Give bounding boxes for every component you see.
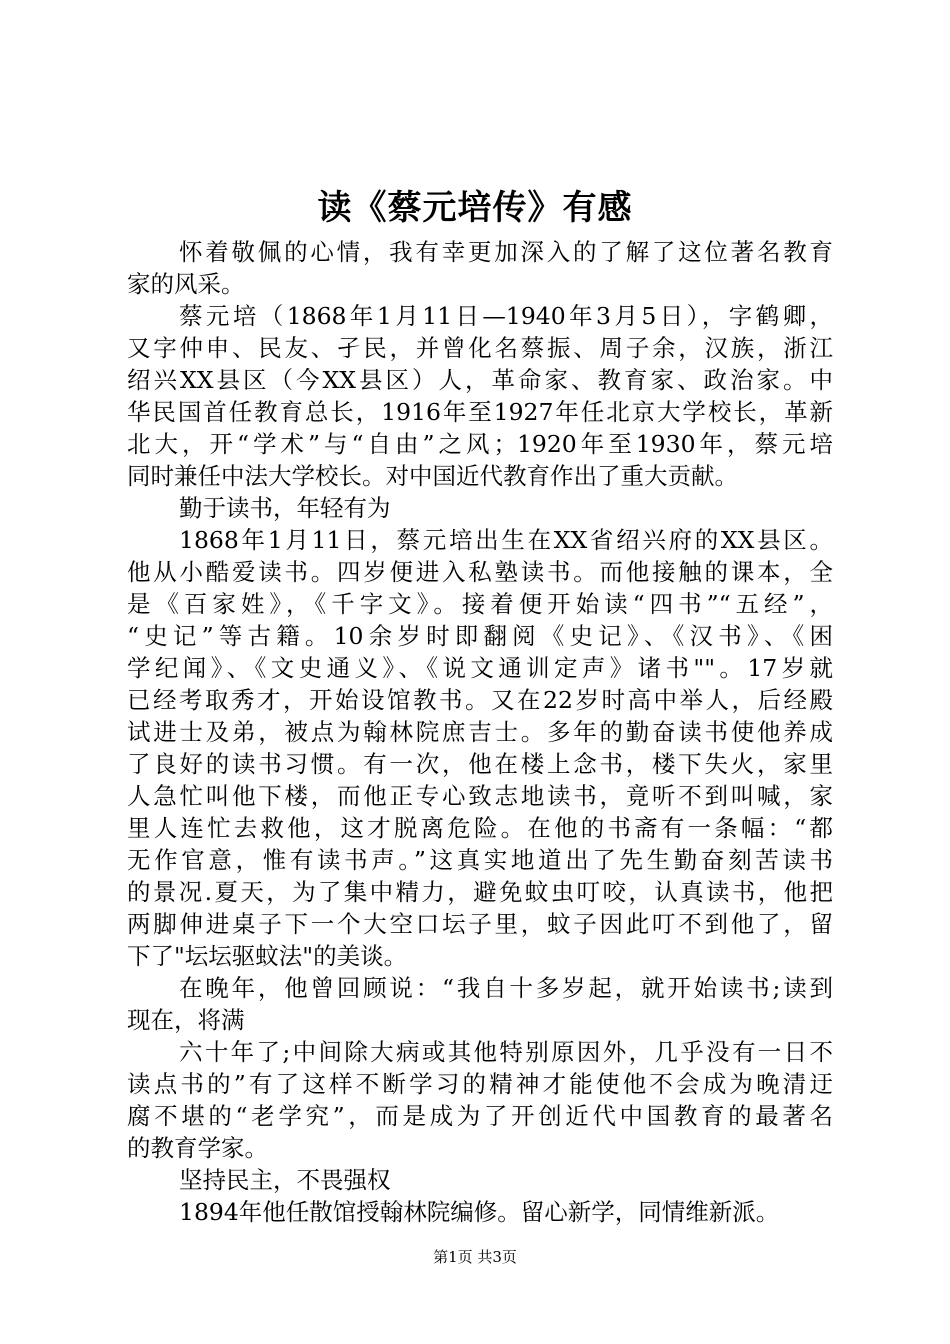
text-line: 两脚伸进桌子下一个大空口坛子里，蚊子因此叮不到他了，留 <box>127 910 833 938</box>
text-line: 学纪闻》、《文史通义》、《说文通训定声》诸书""。17岁就 <box>127 654 833 682</box>
text-line: 绍兴XX县区（今XX县区）人，革命家、教育家、政治家。中 <box>127 366 833 394</box>
text-line: 试进士及弟，被点为翰林院庶吉士。多年的勤奋读书使他养成 <box>127 718 833 746</box>
body-text <box>127 236 833 1228</box>
page-title: 读《蔡元培传》有感 <box>317 188 633 228</box>
text-line: 在晚年，他曾回顾说：“我自十多岁起，就开始读书;读到 <box>179 974 833 1002</box>
text-line: “史记”等古籍。10余岁时即翻阅《史记》、《汉书》、《困 <box>127 622 833 650</box>
text-line: 又字仲申、民友、孑民，并曾化名蔡振、周子余，汉族，浙江 <box>127 334 833 362</box>
text-line: 家的风采。 <box>127 270 245 298</box>
text-line: 下了"坛坛驱蚊法"的美谈。 <box>127 942 408 970</box>
text-line: 的教育学家。 <box>127 1134 268 1162</box>
text-line: 里人连忙去救他，这才脱离危险。在他的书斋有一条幅：“都 <box>127 814 833 842</box>
text-line: 已经考取秀才，开始设馆教书。又在22岁时高中举人，后经殿 <box>127 686 833 714</box>
page-footer: 第1页 共3页 <box>433 1248 517 1266</box>
text-line: 勤于读书，年轻有为 <box>179 494 391 522</box>
text-line: 读点书的”有了这样不断学习的精神才能使他不会成为晚清迂 <box>127 1070 833 1098</box>
text-line: 蔡元培（1868年1月11日—1940年3月5日），字鹤卿， <box>179 302 833 330</box>
text-line: 现在，将满 <box>127 1006 245 1034</box>
text-line: 的景况.夏天，为了集中精力，避免蚊虫叮咬，认真读书，他把 <box>127 878 833 906</box>
text-line: 是《百家姓》，《千字文》。接着便开始读“四书”“五经”， <box>127 590 833 618</box>
text-line: 无作官意，惟有读书声。”这真实地道出了先生勤奋刻苦读书 <box>127 846 833 874</box>
text-line: 华民国首任教育总长，1916年至1927年任北京大学校长，革新 <box>127 398 833 426</box>
text-line: 六十年了;中间除大病或其他特别原因外，几乎没有一日不 <box>179 1038 833 1066</box>
text-line: 同时兼任中法大学校长。对中国近代教育作出了重大贡献。 <box>127 462 738 490</box>
text-line: 他从小酷爱读书。四岁便进入私塾读书。而他接触的课本，全 <box>127 558 833 586</box>
text-line: 了良好的读书习惯。有一次，他在楼上念书，楼下失火，家里 <box>127 750 833 778</box>
text-line: 怀着敬佩的心情，我有幸更加深入的了解了这位著名教育 <box>179 238 833 266</box>
text-line: 1868年1月11日，蔡元培出生在XX省绍兴府的XX县区。 <box>179 526 833 554</box>
text-line: 1894年他任散馆授翰林院编修。留心新学，同情维新派。 <box>179 1198 780 1226</box>
text-line: 腐不堪的“老学究”，而是成为了开创近代中国教育的最著名 <box>127 1102 833 1130</box>
text-line: 北大，开“学术”与“自由”之风；1920年至1930年，蔡元培 <box>127 430 833 458</box>
text-line: 坚持民主，不畏强权 <box>179 1166 391 1194</box>
text-line: 人急忙叫他下楼，而他正专心致志地读书，竟听不到叫喊，家 <box>127 782 833 810</box>
